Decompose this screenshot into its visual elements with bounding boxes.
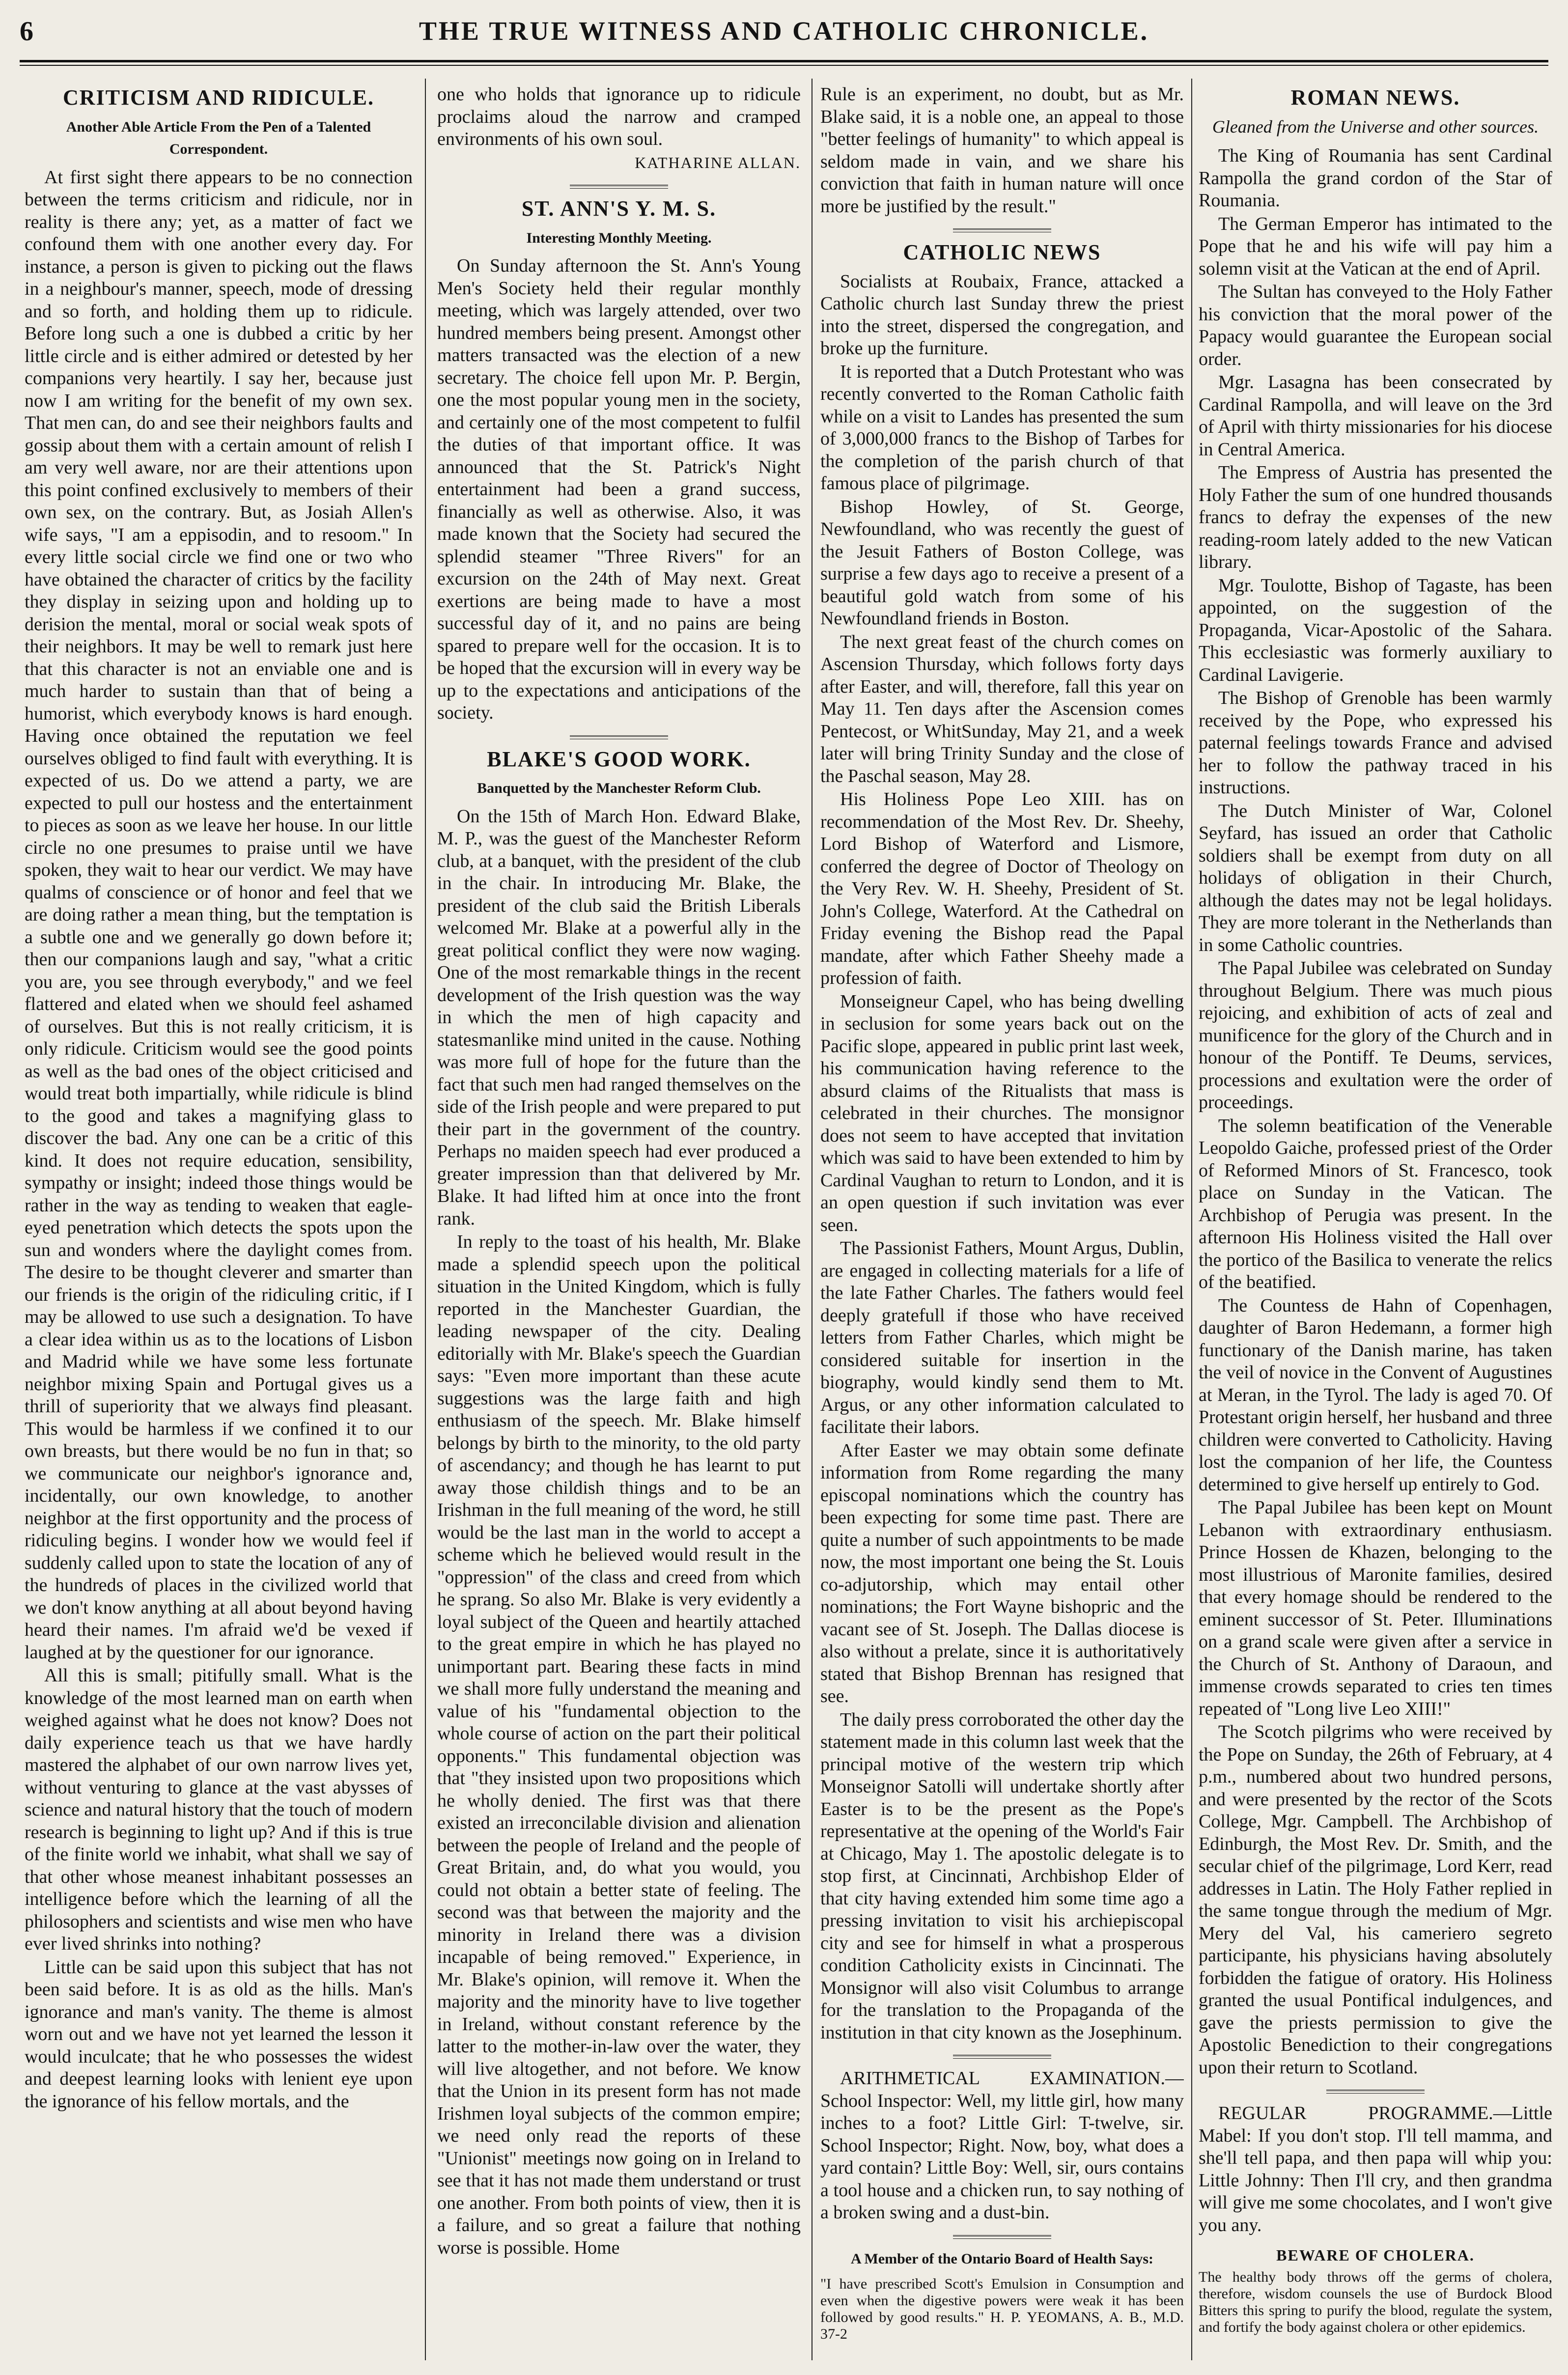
separator-rule — [953, 2055, 1051, 2059]
humor-text: —Little Mabel: If you don't stop. I'll tell mamma, and she'll tell papa, and then papa will whip you: Little Johnny: Then I'll cry, and then grandma will give me some chocolates, and I won't give you any. — [1199, 2103, 1552, 2235]
news-item: The next great feast of the church comes on Ascension Thursday, which follows forty days after Easter, and will, therefore, fall this year on May 11. Ten days after the Ascension comes Pentecost, or WhitSunday, May 21, and a week later will bring Trinity Sunday and the close of the Paschal season, May 28. — [820, 631, 1184, 786]
ad-title: A Member of the Ontario Board of Health Says: — [850, 2250, 1154, 2267]
news-item: The Empress of Austria has presented the Holy Father the sum of one hundred thousands francs to defray the expenses of the new reading-room lately added to the new Vatican library. — [1199, 462, 1552, 572]
news-item: The Papal Jubilee has been kept on Mount Lebanon with extraordinary enthusiasm. Prince Hossen de Khazen, belonging to the most illustrious of Maronite families, desired that every homage should be rendered to the eminent successor of St. Peter. Illuminations on a grand scale were given after a service in the Church of St. Anthony of Daraoun, and immense crowds separated to cries ten times repeated of "Long live Leo XIII!" — [1199, 1497, 1552, 1719]
header-rule — [20, 60, 1548, 62]
ad-title: BEWARE OF CHOLERA. — [1276, 2246, 1475, 2264]
news-item: The solemn beatification of the Venerable Leopoldo Gaiche, professed priest of the Order of Reformed Minors of St. Francesco, took place on Sunday in the Vatican. The Archbishop of Perugia was present. In the afternoon His Holiness visited the Hall over the portico of the Basilica to venerate the relics of the beatified. — [1199, 1115, 1552, 1292]
page-number: 6 — [20, 16, 33, 47]
article-subtitle: Another Able Article From the Pen of a Talented Correspondent. — [66, 118, 371, 157]
column-divider — [425, 79, 426, 2360]
ad-text: "I have prescribed Scott's Emulsion in Consumption and even when the digestive powers were weak it has been followed by good results." H. P. YEOMANS, A. B., M.D. 37-2 — [820, 2276, 1184, 2342]
news-item: After Easter we may obtain some definate information from Rome regarding the many episcopal nominations which the country has been expecting for some time past. There are quite a number of such appointments to be made now, the most important one being the St. Louis co-adjutorship, which may entail other nominations; the Fort Wayne bishopric and the vacant see of St. Joseph. The Dallas diocese is also without a prelate, since it is authoritatively stated that Bishop Brennan has resigned that see. — [820, 1440, 1184, 1706]
article-title: ST. ANN'S Y. M. S. — [521, 196, 717, 221]
news-item: The Dutch Minister of War, Colonel Seyfard, has issued an order that Catholic soldiers shall be exempt from duty on all holidays of obligation in their Church, although the dates may not be legal holidays. They are more tolerant in the Netherlands than in some Catholic countries. — [1199, 800, 1552, 955]
ad-text: The healthy body throws off the germs of cholera, therefore, wisdom counsels the use of Burdock Blood Bitters this spring to purify the blood, regulate the system, and fortify the body against cholera or other epidemics. — [1199, 2268, 1552, 2335]
news-item: The Papal Jubilee was celebrated on Sunday throughout Belgium. There was much pious rejoicing, and exhibition of acts of zeal and munificence for the glory of the Church and in honour of the Pontiff. Te Deums, services, processions and exultation were the order of proceedings. — [1199, 958, 1552, 1113]
article-subtitle: Banquetted by the Manchester Reform Club. — [477, 780, 761, 796]
article-continuation: Rule is an experiment, no doubt, but as Mr. Blake said, it is a noble one, an appeal to those "better feelings of humanity" to which appeal is seldom made in vain, and we share his conviction that faith in human nature will once more be justified by the result." — [820, 84, 1184, 217]
news-item: Monseigneur Capel, who has being dwelling in seclusion for some years back out on the Pacific slope, appeared in public print last week, his communication having reference to the absurd claims of the Ritualists that mass is celebrated in their churches. The monsignor does not seem to have accepted that invitation which was said to have been extended to him by Cardinal Vaughan to return to London, and it is an open question if such invitation was ever seen. — [820, 991, 1184, 1235]
article-signature: KATHARINE ALLAN. — [635, 153, 801, 171]
news-item: The Bishop of Grenoble has been warmly received by the Pope, who expressed his paternal feelings towards France and advised her to follow the pathway traced in his instructions. — [1199, 688, 1552, 798]
separator-rule — [953, 228, 1051, 232]
separator-rule — [570, 185, 668, 189]
humor-item — [820, 2068, 1184, 2224]
column-4 — [1199, 84, 1552, 2360]
news-item: The Countess de Hahn of Copenhagen, daughter of Baron Hedemann, a former high functionary of the Danish marine, has taken the veil of novice in the Convent of Augustines at Meran, in the Tyrol. The lady is aged 70. Of Protestant origin herself, her husband and three children were converted to Catholicity. Having lost the companion of her life, the Countess determined to give herself up entirely to God. — [1199, 1295, 1552, 1495]
news-item: The daily press corroborated the other day the statement made in this column last week that the principal motive of the western trip which Monseignor Satolli will undertake shortly after Easter is to be the present as the Pope's representative at the opening of the World's Fair at Chicago, May 1. The apostolic delegate is to stop first, at Cincinnati, Archbishop Elder of that city having extended him some time ago a pressing invitation to visit his archiepiscopal city and see for himself in what a prosperous condition Catholicity exists in Cincinnati. The Monsignor will also visit Columbus to arrange for the translation to the Propaganda of the institution in that city known as the Josephinum. — [820, 1709, 1184, 2043]
news-item: The Passionist Fathers, Mount Argus, Dublin, are engaged in collecting materials for a life of the late Father Charles. The fathers would feel deeply gratefull if those who have received letters from Father Charles, which might be considered suitable for insertion in the biography, would kindly send them to Mt. Argus, or any other information calculated to facilitate their labors. — [820, 1238, 1184, 1437]
article-paragraph: All this is small; pitifully small. What is the knowledge of the most learned man on earth when weighed against what he does not know? Does not daily experience teach us that we have hardly mastered the alphabet of our own narrow lives yet, without venturing to glance at the vast abysses of science and natural history that the touch of modern research is beginning to light up? And if this is true of the finite world we inhabit, what shall we say of that other whose meanest inhabitant possesses an intelligence before which the learning of all the philosophers and scientists and wise men who have ever lived shrinks into nothing? — [25, 1665, 413, 1954]
article-continuation: one who holds that ignorance up to ridicule proclaims aloud the narrow and cramped environments of his own soul. — [437, 84, 801, 149]
article-subtitle: Interesting Monthly Meeting. — [526, 229, 712, 246]
article-paragraph: On the 15th of March Hon. Edward Blake, M. P., was the guest of the Manchester Reform club, at a banquet, with the president of the club in the chair. In introducing Mr. Blake, the president of the club said the British Liberals welcomed Mr. Blake at a powerful ally in the great political conflict they were now waging. One of the most remarkable things in the recent development of the Irish question was the way in which the men of high capacity and statesmanlike mind united in the cause. Nothing was more full of hope for the future than the fact that such men had ranged themselves on the side of the Irish people and were prepared to put their part in the government of the country. Perhaps no maiden speech had ever produced a greater impression than that delivered by Mr. Blake. It had lifted him at once into the front rank. — [437, 806, 801, 1229]
news-item: Socialists at Roubaix, France, attacked a Catholic church last Sunday threw the priest into the street, dispersed the congregation, and broke up the furniture. — [820, 271, 1184, 359]
news-item: Bishop Howley, of St. George, Newfoundland, who was recently the guest of the Jesuit Fathers of Boston College, was surprise a few days ago to receive a present of a beautiful gold watch from some of his Newfoundland friends in Boston. — [820, 496, 1184, 629]
article-title: ROMAN NEWS. — [1290, 85, 1460, 110]
humor-text: —School Inspector: Well, my little girl, how many inches to a foot? Little Girl: T-twelve, sir. School Inspector; Right. Now, boy, what does a yard contain? Little Boy: Well, sir, ours contains a tool house and a chicken run, to say nothing of a broken swing and a dust-bin. — [820, 2068, 1184, 2223]
news-item: The German Emperor has intimated to the Pope that he and his wife will pay him a solemn visit at the Vatican at the end of April. — [1199, 213, 1552, 279]
article-title: CATHOLIC NEWS — [903, 240, 1101, 264]
separator-rule — [1326, 2090, 1425, 2094]
column-2 — [437, 84, 801, 2360]
article-paragraph: On Sunday afternoon the St. Ann's Young Men's Society held their regular monthly meeting, which was largely attended, over two hundred members being present. Amongst other matters transacted was the election of a new secretary. The choice fell upon Mr. P. Bergin, one the most popular young men in the society, and certainly one of the most competent to fulfil the duties of that important office. It was announced that the St. Patrick's Night entertainment had been a grand success, financially as well as otherwise. Also, it was made known that the Society had secured the splendid steamer "Three Rivers" for an excursion on the 24th of May next. Great exertions are being made to have a most successful day of it, and no pains are being spared to prepare well for the occasion. It is to be hoped that the excursion will in every way be up to the expectations and anticipations of the society. — [437, 255, 801, 723]
news-item: His Holiness Pope Leo XIII. has on recommendation of the Most Rev. Dr. Sheehy, Lord Bishop of Waterford and Lismore, conferred the degree of Doctor of Theology on the Very Rev. W. H. Sheehy, President of St. John's College, Waterford. At the Cathedral on Friday evening the Bishop read the Papal mandate, after which Father Sheehy made a profession of faith. — [820, 789, 1184, 988]
news-item: It is reported that a Dutch Protestant who was recently converted to the Roman Catholic faith while on a visit to Landes has presented the sum of 3,000,000 francs to the Bishop of Tarbes for the completion of the parish church of that famous place of pilgrimage. — [820, 361, 1184, 494]
article-title: CRITICISM AND RIDICULE. — [63, 85, 374, 110]
news-item: Mgr. Lasagna has been consecrated by Cardinal Rampolla, and will leave on the 3rd of April with thirty missionaries for his diocese in Central America. — [1199, 372, 1552, 460]
article-paragraph: In reply to the toast of his health, Mr. Blake made a splendid speech upon the political situation in the United Kingdom, which is fully reported in the Manchester Guardian, the leading newspaper of the city. Dealing editorially with Mr. Blake's speech the Guardian says: "Even more important than these acute suggestions was the large faith and high enthusiasm of the speech. Mr. Blake himself belongs by birth to the minority, to the old party of ascendancy; and though he has learnt to put away those childish things and to be an Irishman in the full meaning of the word, he still would be the last man in the world to accept a scheme which he believed would result in the "oppression" of the class and creed from which he sprang. So also Mr. Blake is very evidently a loyal subject of the Queen and heartily attached to the great empire in which he has played no unimportant part. Bearing these facts in mind we shall more fully understand the meaning and value of his "fundamental objection to the whole course of action on the part their political opponents." This fundamental objection was that "they insisted upon two propositions which he wholly denied. The first was that there existed an irreconcilable division and alienation between the people of Ireland and the people of Great Britain, and, do what you would, you could not obtain a better state of feeling. The second was that between the majority and the minority in Ireland there was a division incapable of being removed." Experience, in Mr. Blake's opinion, will remove it. When the majority and the minority have to live together in Ireland, without constant reference by the latter to the mother-in-law over the water, they will live altogether, and not before. We know that the Union in its present form has not made Irishmen loyal subjects of the common empire; we need only read the reports of these "Unionist" meetings now going on in Ireland to see that it has not made them understand or trust one another. From both points of view, then it is a failure, and so great a failure that nothing worse is possible. Home — [437, 1231, 801, 2258]
article-paragraph: Little can be said upon this subject that has not been said before. It is as old as the hills. Man's ignorance and man's vanity. The theme is almost worn out and we have not yet learned the lesson it would inculcate; that he who possesses the widest and deepest learning looks with lenient eye upon the ignorance of his fellow mortals, and the — [25, 1956, 413, 2112]
news-item: The Scotch pilgrims who were received by the Pope on Sunday, the 26th of February, at 4 p.m., numbered about two hundred persons, and were presented by the rector of the Scots College, Mgr. Campbell. The Archbishop of Edinburgh, the Most Rev. Dr. Smith, and the secular chief of the pilgrimage, Lord Kerr, read addresses in Latin. The Holy Father replied in the same tongue through the medium of Mgr. Mery del Val, his cameriero segreto participante, his physicians having absolutely forbidden the fatigue of oratory. His Holiness granted the usual Pontifical indulgences, and gave the priests permission to give the Apostolic Benediction to their congregations upon their return to Scotland. — [1199, 1722, 1552, 2078]
news-item: The Sultan has conveyed to the Holy Father his conviction that the moral power of the Papacy would guarantee the European social order. — [1199, 281, 1552, 369]
column-3 — [820, 84, 1184, 2360]
separator-rule — [953, 2235, 1051, 2239]
column-divider — [1191, 79, 1192, 2360]
masthead: THE TRUE WITNESS AND CATHOLIC CHRONICLE. — [419, 16, 1149, 46]
page-header — [20, 11, 1548, 60]
separator-rule — [570, 735, 668, 739]
humor-item — [1199, 2102, 1552, 2236]
humor-lead: ARITHMETICAL EXAMINATION. — [840, 2068, 1165, 2089]
article-subtitle: Gleaned from the Universe and other sources. — [1212, 116, 1539, 137]
humor-lead: REGULAR PROGRAMME. — [1218, 2103, 1493, 2124]
column-1 — [25, 84, 413, 2360]
article-title: BLAKE'S GOOD WORK. — [487, 747, 751, 771]
header-rule-thin — [20, 65, 1548, 66]
news-item: The King of Roumania has sent Cardinal Rampolla the grand cordon of the Star of Roumania. — [1199, 145, 1552, 211]
news-item: Mgr. Toulotte, Bishop of Tagaste, has been appointed, on the suggestion of the Propaganda, Vicar-Apostolic of the Sahara. This ecclesiastic was formerly auxiliary to Cardinal Lavigerie. — [1199, 575, 1552, 685]
article-paragraph: At first sight there appears to be no connection between the terms criticism and ridicule, nor in reality is there any; yet, as a matter of fact we confound them with one another every day. For instance, a person is given to picking out the flaws in a neighbour's manner, speech, mode of dressing and so forth, and holding them up to ridicule. Before long such a one is dubbed a critic by her little circle and is either admired or detested by her companions very heartily. I say her, because just now I am writing for the benefit of my own sex. That men can, do and see their neighbors faults and gossip about them with a certain amount of relish I am very well aware, nor are their attentions upon this point confined exclusively to members of their own sex, on the contrary. But, as Josiah Allen's wife says, "I am a eppisodin, and to resoom." In every little social circle we find one or two who have obtained the character of critics by the facility they display in seizing upon and holding up to derision the mental, moral or social weak spots of their neighbors. It may be well to remark just here that this character is not an enviable one and is much harder to sustain than that of being a humorist, which everybody knows is hard enough. Having once obtained the reputation we feel ourselves obliged to find fault with everything. It is expected of us. Do we attend a party, we are expected to pull our hostess and the entertainment to pieces as soon as we leave her house. In our little circle no one presumes to praise until we have spoken, they wait to hear our verdict. We may have qualms of conscience or of honor and feel that we are doing rather a mean thing, but the temptation is a subtle one and we generally go down before it; then our companions laugh and say, "what a critic you are, you see through everybody," and we feel flattered and elated when we should feel ashamed of ourselves. But this is not really criticism, it is only ridicule. Criticism would see the good points as well as the bad ones of the object criticised and would treat both impartially, while ridicule is blind to the good and takes a magnifying glass to discover the bad. Any one can be a critic of this kind. It does not require education, sensibility, sympathy or insight; indeed those things would be rather in the way as tending to weaken that eagle-eyed penetration which detects the spots upon the sun and wonders where the daylight comes from. The desire to be thought cleverer and smarter than our friends is the origin of the ridiculing critic, if I may be allowed to use such a designation. To have a clear idea within us as to the locations of Lisbon and Madrid while we have some less fortunate neighbor mixing Spain and Portugal gives us a thrill of superiority that we always find pleasant. This would be harmless if we confined it to our own breasts, but there would be no fun in that; so we communicate our neighbor's ignorance and, incidentally, our own knowledge, to another neighbor at the first opportunity and the process of ridiculing begins. I wonder how we would feel if suddenly called upon to state the location of any of the hundreds of places in the civilized world that we don't know anything at all about beyond having heard their names. I'm afraid we'd be vexed if laughed at by the questioner for our ignorance. — [25, 167, 413, 1663]
